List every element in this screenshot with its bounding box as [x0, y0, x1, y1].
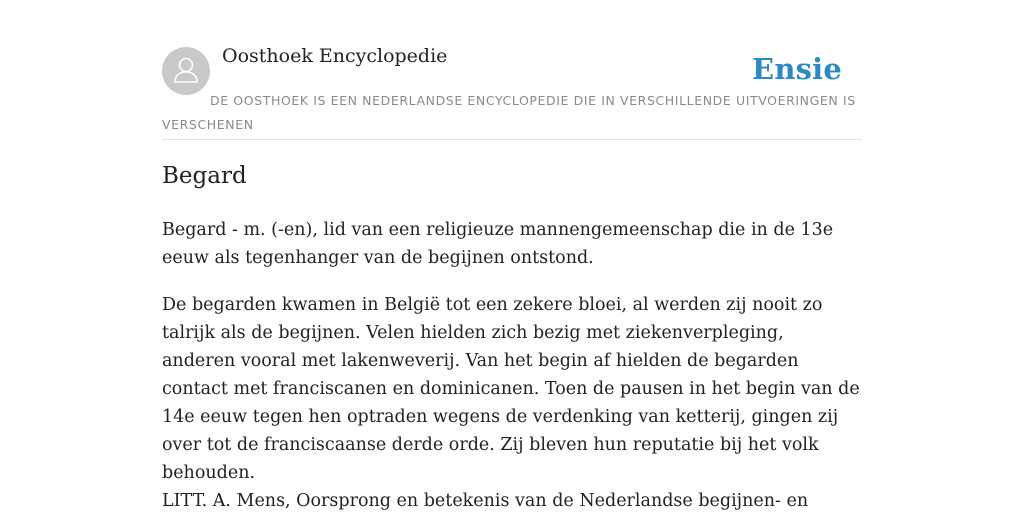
article-paragraph: De begarden kwamen in België tot een zekere bloei, al werden zij nooit zo talrijk als de begijnen. Velen hielden zich bezig met ziekenverpleging, anderen vooral met lakenweverij. Van het begin af hielden de begarden contact met franciscanen en dominicanen. Toen de pausen in het begin van de 14e eeuw tegen hen optraden wegens de verdenking van ketterij, gingen zij over tot de franciscaanse derde orde. Zij bleven hun reputatie bij het volk behouden.: [162, 295, 860, 483]
article-paragraph: LITT. A. Mens, Oorsprong en betekenis van de Nederlandse begijnen- en: [162, 491, 809, 511]
avatar[interactable]: [162, 47, 210, 95]
source-tagline: DE OOSTHOEK IS EEN NEDERLANDSE ENCYCLOPEDIE DIE IN VERSCHILLENDE UITVOERINGEN IS VERSCHENEN: [162, 93, 856, 132]
page-title: Begard: [162, 163, 247, 189]
article-paragraph: Begard - m. (-en), lid van een religieuze mannengemeenschap die in de 13e eeuw als tegenhanger van de begijnen ontstond.: [162, 220, 834, 268]
user-silhouette-icon: [162, 47, 210, 95]
ensie-logo[interactable]: Ensie: [752, 52, 842, 86]
header-divider: [162, 139, 862, 140]
source-name-link[interactable]: Oosthoek Encyclopedie: [222, 45, 448, 67]
